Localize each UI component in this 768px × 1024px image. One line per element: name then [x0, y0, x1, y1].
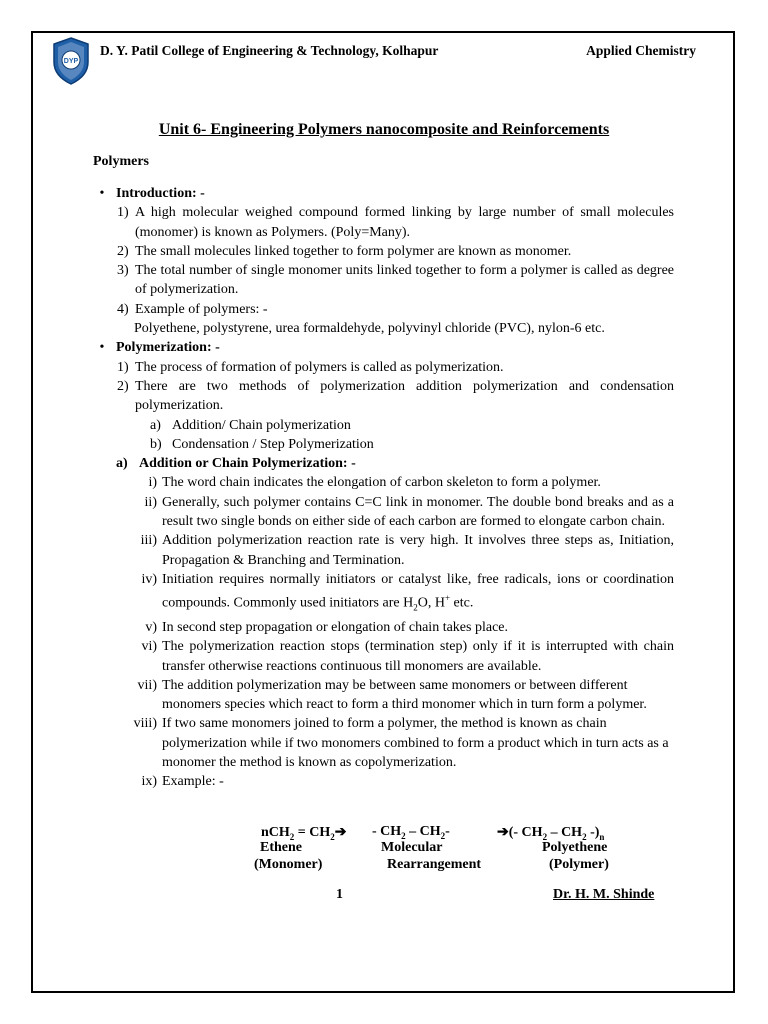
item-number: vii): [137, 677, 157, 693]
item-number: a): [150, 417, 161, 433]
item-number: ii): [144, 494, 157, 510]
item-number: a): [116, 456, 128, 472]
item-number: iv): [141, 571, 157, 587]
item-number: ix): [141, 774, 157, 790]
list-item: [88, 637, 674, 676]
list-item: [88, 570, 674, 618]
list-item: [88, 435, 674, 454]
item-text: A high molecular weighed compound formed linking by large number of small molecules (monomer) is known as Polymers. (Poly=Many).: [135, 205, 674, 240]
item-number: i): [148, 475, 157, 491]
equation-intermediate: - $CH_2 - CH_2-$: [372, 824, 450, 841]
item-text: Addition/ Chain polymerization: [172, 417, 351, 433]
list-item: [88, 242, 674, 261]
item-number: 2): [117, 243, 129, 259]
item-text: Initiation requires normally initiators or catalyst like, free radicals, ions or coordination compounds. Commonly used initiators are $H_2O$, H+ etc.: [162, 571, 674, 613]
page-number: 1: [336, 887, 343, 902]
equation-reactant: $nCH_2 = CH_2➔$: [261, 825, 347, 842]
item-text: There are two methods of polymerization addition polymerization and condensation polymerization.: [135, 378, 674, 414]
logo-text: DYP: [63, 58, 79, 65]
item-number: b): [150, 436, 162, 452]
list-item: [88, 772, 674, 791]
bullet-icon: •: [99, 186, 105, 201]
item-number: 2): [117, 378, 129, 394]
item-text: The polymerization reaction stops (termination step) only if it is interrupted with chain transfer otherwise reactions continuous till monomers are available.: [162, 639, 674, 674]
section-heading: Polymers: [93, 154, 149, 169]
college-logo: [50, 36, 92, 86]
item-number: 1): [117, 359, 129, 375]
item-text: Generally, such polymer contains C=C link in monomer. The double bond breaks and as a result two single bonds on either side of each carbon are formed to elongate carbon chain.: [162, 494, 674, 530]
list-item: [88, 473, 674, 492]
label-polymer: (Polymer): [549, 857, 609, 872]
arrow-right-icon: ➔: [497, 825, 509, 840]
item-text: The total number of single monomer units linked together to form a polymer is called as degree of polymerization.: [135, 263, 674, 298]
item-text: Condensation / Step Polymerization: [172, 436, 374, 452]
item-number: 3): [117, 263, 129, 279]
equation-product: ➔(- $CH_2 - CH_2$ $-)_n$: [497, 825, 605, 842]
list-item: [88, 618, 674, 637]
item-number: vi): [141, 639, 157, 655]
label-ethene: Ethene: [260, 840, 302, 855]
item-number: viii): [133, 716, 157, 732]
item-number: iii): [140, 533, 157, 549]
list-item: [88, 261, 674, 300]
item-text: The word chain indicates the elongation of carbon skeleton to form a polymer.: [162, 475, 601, 491]
item-number: v): [145, 619, 157, 635]
list-item: [88, 203, 674, 242]
item-text: Addition polymerization reaction rate is very high. It involves three steps as, Initiation, Propagation & Branching and Termination.: [162, 533, 674, 568]
arrow-right-icon: ➔: [334, 825, 347, 840]
addition-heading: Addition or Chain Polymerization: -: [139, 456, 356, 472]
list-item: [88, 714, 674, 772]
list-item: [88, 676, 674, 715]
item-text: The process of formation of polymers is called as polymerization.: [135, 359, 504, 375]
item-number: 4): [117, 301, 129, 317]
item-text: Example: -: [162, 774, 224, 790]
item-text: If two same monomers joined to form a polymer, the method is known as chain polymerization while if two monomers combined to form a product which in turn acts as a monomer the method is known as copolymerization.: [162, 716, 669, 771]
item-number: 1): [117, 205, 129, 221]
item-text: The addition polymerization may be between same monomers or between different monomers species which react to form a third monomer which in turn form a polymer.: [162, 677, 647, 713]
list-item: [88, 531, 674, 570]
page-title: Unit 6- Engineering Polymers nanocomposite and Reinforcements: [158, 121, 610, 138]
document-body: [88, 184, 674, 792]
list-item: [88, 493, 674, 532]
college-name: D. Y. Patil College of Engineering & Technology, Kolhapur: [100, 43, 439, 58]
item-text: Example of polymers: -: [135, 301, 268, 317]
list-item: [88, 377, 674, 416]
label-polyethene: Polyethene: [542, 840, 608, 855]
item-text: In second step propagation or elongation of chain takes place.: [162, 619, 508, 635]
polymer-examples: Polyethene, polystyrene, urea formaldehyde, polyvinyl chloride (PVC), nylon-6 etc.: [134, 321, 605, 337]
label-rearrangement: Rearrangement: [387, 857, 482, 872]
subject-name: Applied Chemistry: [586, 43, 696, 58]
intro-heading-row: [88, 184, 674, 203]
list-item: [88, 358, 674, 377]
item-text: The small molecules linked together to form polymer are known as monomer.: [135, 243, 572, 259]
list-item: [88, 300, 674, 319]
intro-heading: Introduction: -: [116, 186, 205, 201]
label-monomer: (Monomer): [254, 857, 323, 872]
addition-heading-row: [88, 454, 674, 473]
polymerization-heading: Polymerization: -: [116, 340, 220, 356]
label-molecular: Molecular: [381, 840, 443, 855]
author-name: Dr. H. M. Shinde: [553, 887, 655, 902]
bullet-icon: •: [99, 340, 105, 356]
polymerization-heading-row: [88, 338, 674, 357]
list-item: [88, 416, 674, 435]
